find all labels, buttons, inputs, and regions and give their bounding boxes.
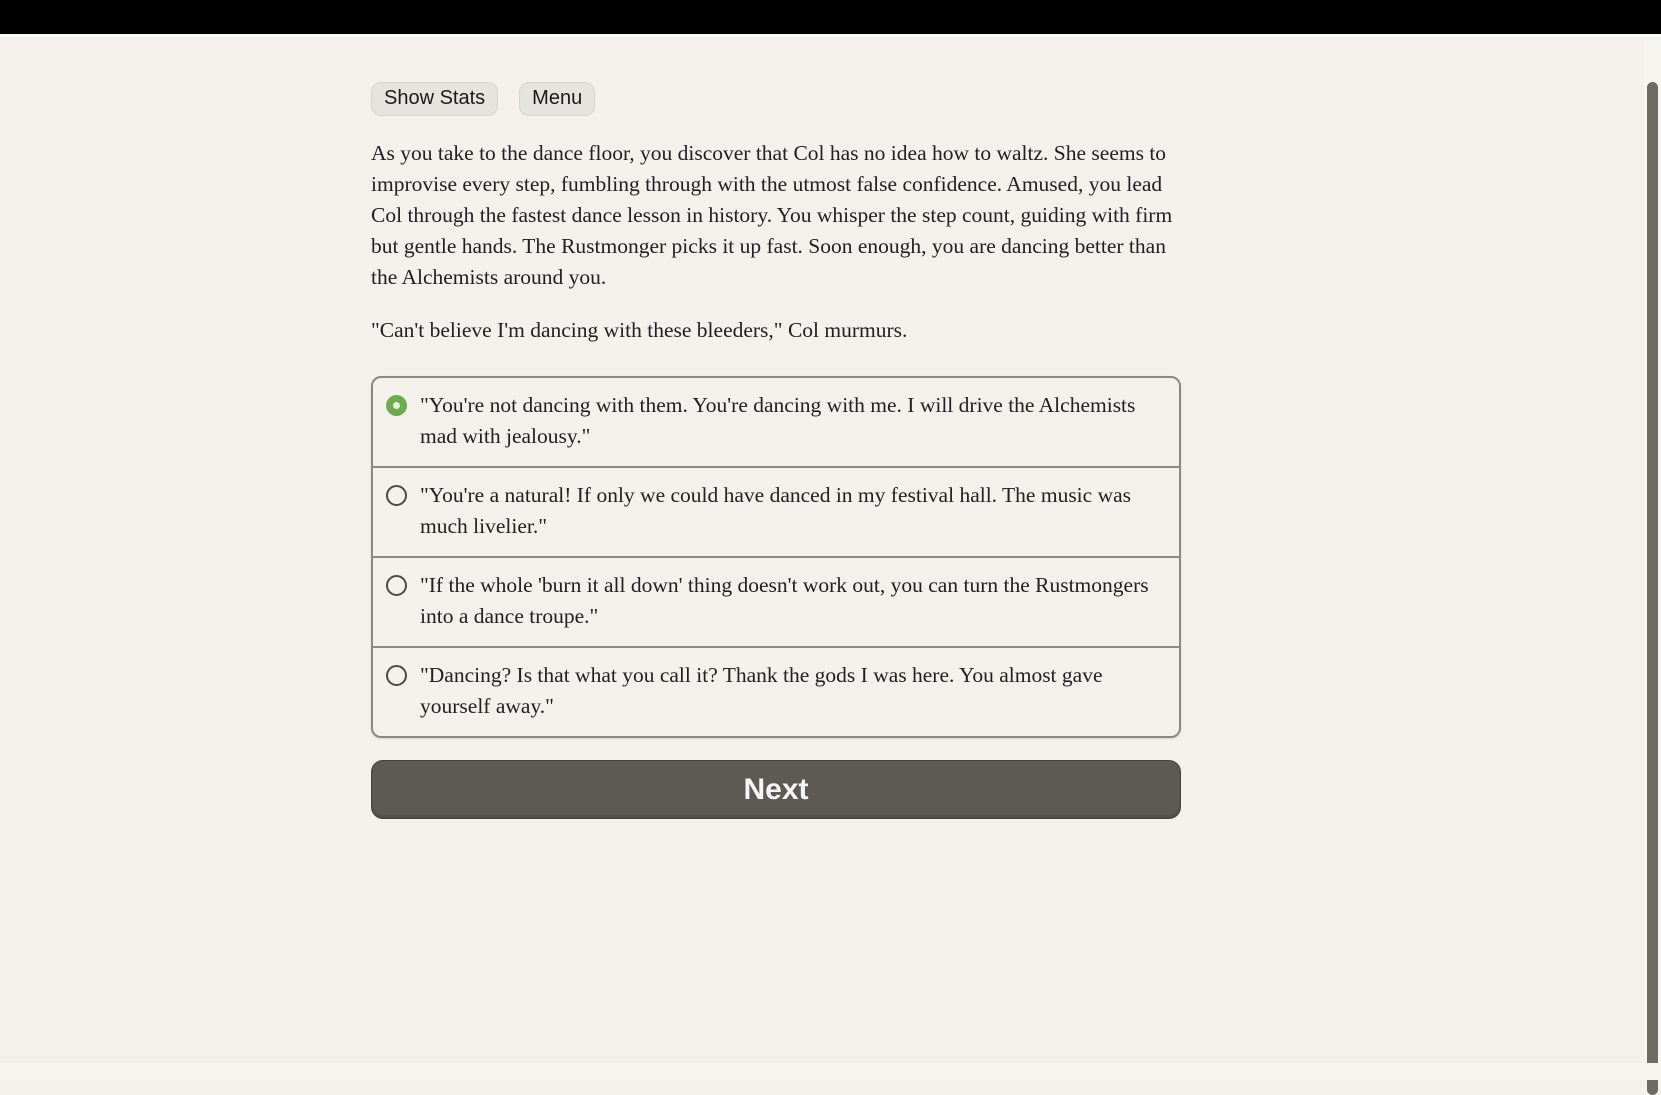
radio-button-icon[interactable]: [386, 575, 407, 596]
story-paragraph: "Can't believe I'm dancing with these bleeders," Col murmurs.: [371, 318, 908, 342]
show-stats-button[interactable]: Show Stats: [371, 82, 498, 116]
toolbar: [371, 82, 1181, 116]
choice-option[interactable]: [373, 468, 1179, 558]
choice-option-label: "Dancing? Is that what you call it? Thank the gods I was here. You almost gave yourself away.": [420, 663, 1103, 718]
radio-button-icon[interactable]: [386, 665, 407, 686]
radio-button-icon[interactable]: [386, 395, 407, 416]
radio-button-icon[interactable]: [386, 485, 407, 506]
choice-option[interactable]: [373, 378, 1179, 468]
choice-option[interactable]: [373, 558, 1179, 648]
story-paragraph: As you take to the dance floor, you discover that Col has no idea how to waltz. She seems to improvise every step, fumbling through with the utmost false confidence. Amused, you lead Col through the fastest dance lesson in history. You whisper the step count, guiding with firm but gentle hands. The Rustmonger picks it up fast. Soon enough, you are dancing better than the Alchemists around you.: [371, 141, 1173, 289]
choice-option[interactable]: [373, 648, 1179, 736]
choice-option-label: "If the whole 'burn it all down' thing doesn't work out, you can turn the Rustmongers into a dance troupe.": [420, 573, 1149, 628]
menu-button[interactable]: Menu: [519, 82, 595, 116]
top-black-bar: [0, 0, 1661, 37]
story-page: [371, 40, 1181, 819]
choice-option-label: "You're not dancing with them. You're dancing with me. I will drive the Alchemists mad with jealousy.": [420, 393, 1136, 448]
next-button[interactable]: Next: [371, 760, 1181, 819]
choice-list: [371, 376, 1181, 738]
vertical-scrollbar-track[interactable]: [1644, 40, 1661, 1063]
choice-option-label: "You're a natural! If only we could have danced in my festival hall. The music was much livelier.": [420, 483, 1132, 538]
horizontal-scrollbar-track[interactable]: [0, 1063, 1661, 1080]
vertical-scrollbar-thumb[interactable]: [1647, 82, 1658, 1095]
